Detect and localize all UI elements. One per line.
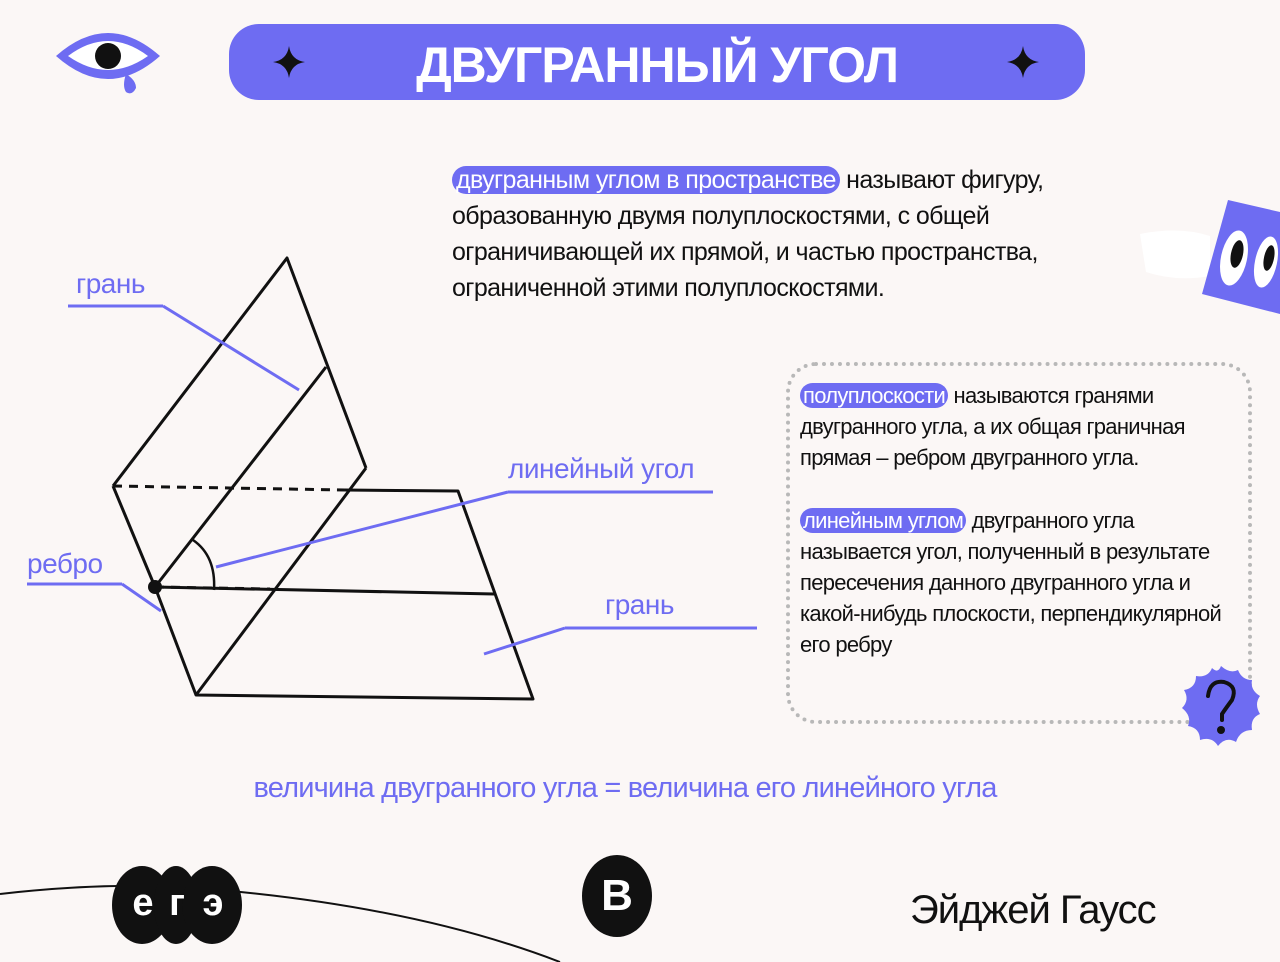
info-paragraph-faces: [800, 380, 1250, 473]
definition-line-1: называют фигуру,: [839, 166, 1044, 194]
info-text-1: называются гранями двугранного угла, а их общая граничная прямая – ребром двугранного угла.: [800, 383, 1185, 470]
sparkle-icon: [1007, 46, 1039, 78]
ege-logo: [108, 864, 244, 946]
label-face-bottom: грань: [605, 589, 674, 620]
definition-term: двугранным углом в пространстве: [452, 166, 840, 194]
info-term-halfplanes: полуплоскости: [800, 383, 948, 408]
label-face-top: грань: [76, 268, 145, 299]
dihedral-angle-diagram: [0, 0, 800, 720]
question-badge-icon: [1178, 664, 1264, 750]
v-badge-letter: В: [601, 871, 633, 920]
info-paragraph-linear-angle: [800, 505, 1250, 660]
label-linear-angle: линейный угол: [508, 453, 695, 484]
logo-letter-3: э: [202, 882, 224, 924]
formula: величина двугранного угла = величина его линейного угла: [253, 772, 997, 804]
v-badge: [581, 854, 653, 938]
logo-letter-1: е: [132, 882, 154, 924]
page-title: ДВУГРАННЫЙ УГОЛ: [416, 37, 898, 93]
eyes-sticker-icon: [1140, 196, 1280, 316]
definition-line-4: ограниченной этими полуплоскостями.: [452, 274, 885, 302]
author-name: Эйджей Гаусс: [910, 888, 1156, 932]
definition-line-2: образованную двумя полуплоскостями, с общей: [452, 202, 990, 230]
label-edge: ребро: [27, 548, 103, 579]
edge-point: [148, 580, 162, 594]
info-term-linear-angle: линейным углом: [800, 508, 966, 533]
logo-letter-2: г: [169, 882, 185, 924]
info-text-2: двугранного угла называется угол, полученный в результате пересечения данного двугранного угла и какой-нибудь плоскости, перпендикулярной его ребру: [800, 508, 1222, 657]
definition-line-3: ограничивающей их прямой, и частью пространства,: [452, 238, 1038, 266]
